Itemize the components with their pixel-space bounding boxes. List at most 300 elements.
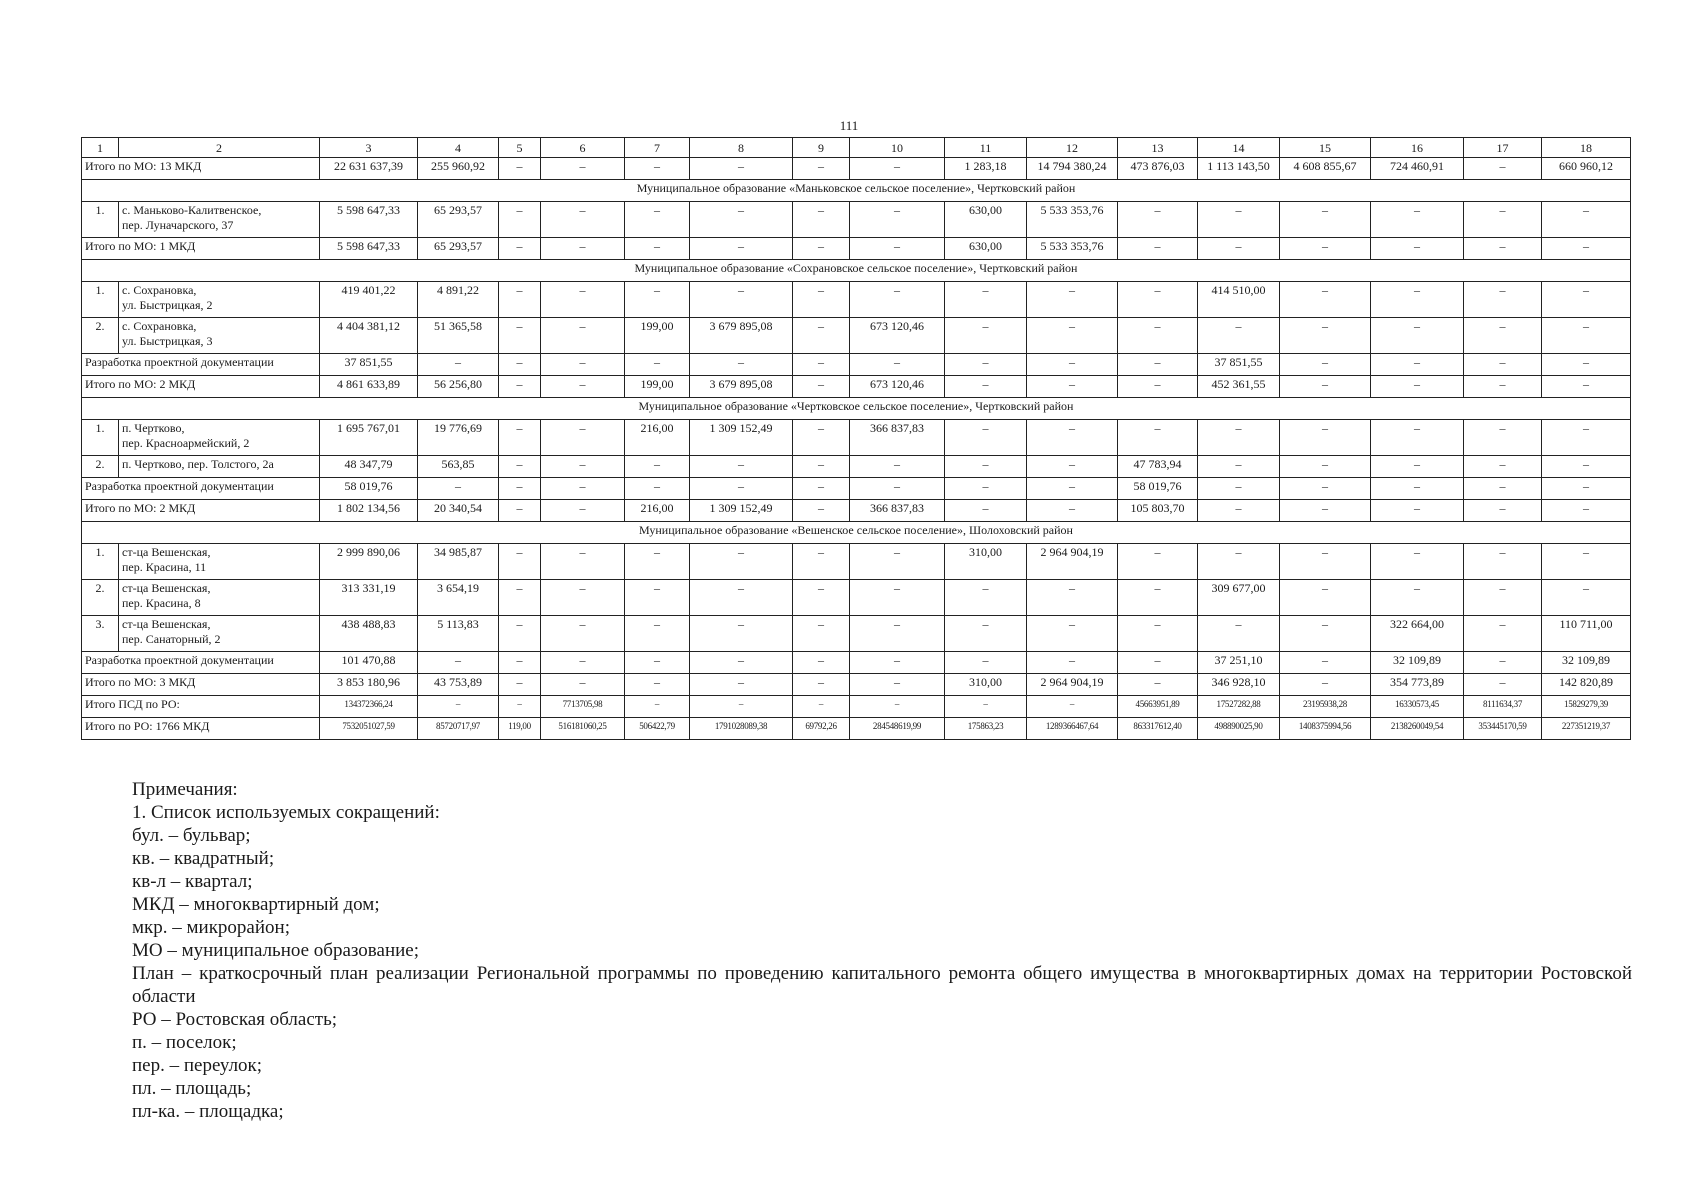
table-cell: – xyxy=(625,238,690,260)
table-cell: – xyxy=(499,696,541,718)
table-cell: 5 533 353,76 xyxy=(1027,238,1118,260)
section-title: Муниципальное образование «Вешенское сельское поселение», Шолоховский район xyxy=(82,522,1631,544)
total-row xyxy=(82,500,1631,522)
table-cell: – xyxy=(793,202,850,238)
table-cell: 216,00 xyxy=(625,420,690,456)
table-cell: – xyxy=(625,544,690,580)
table-cell: – xyxy=(1118,674,1198,696)
table-cell: 660 960,12 xyxy=(1542,158,1631,180)
section-title: Муниципальное образование «Маньковское сельское поселение», Чертковский район xyxy=(82,180,1631,202)
table-cell: – xyxy=(499,456,541,478)
table-cell: – xyxy=(793,500,850,522)
table-cell: – xyxy=(1280,282,1371,318)
table-cell: – xyxy=(1027,500,1118,522)
table-cell: – xyxy=(1118,652,1198,674)
table-cell: – xyxy=(793,238,850,260)
table-cell: – xyxy=(1118,318,1198,354)
table-cell: 1408375994,56 xyxy=(1280,718,1371,740)
table-cell: 2138260049,54 xyxy=(1371,718,1464,740)
table-row xyxy=(82,616,1631,652)
table-cell: – xyxy=(793,318,850,354)
table-cell: 4 861 633,89 xyxy=(320,376,418,398)
table-cell: 69792,26 xyxy=(793,718,850,740)
table-cell: – xyxy=(793,376,850,398)
table-cell: 452 361,55 xyxy=(1198,376,1280,398)
table-cell: – xyxy=(1464,282,1542,318)
total-row xyxy=(82,376,1631,398)
table-cell: – xyxy=(541,376,625,398)
table-cell: 110 711,00 xyxy=(1542,616,1631,652)
table-cell: 724 460,91 xyxy=(1371,158,1464,180)
table-cell: – xyxy=(1371,500,1464,522)
table-cell: – xyxy=(850,696,945,718)
header-row xyxy=(82,138,1631,158)
table-cell: 414 510,00 xyxy=(1198,282,1280,318)
row-label: Разработка проектной документации xyxy=(82,354,320,376)
table-cell: – xyxy=(945,616,1027,652)
table-cell: – xyxy=(850,544,945,580)
table-cell: 47 783,94 xyxy=(1118,456,1198,478)
table-cell: 216,00 xyxy=(625,500,690,522)
table-cell: – xyxy=(625,696,690,718)
table-cell: – xyxy=(945,456,1027,478)
table-cell: 284548619,99 xyxy=(850,718,945,740)
table-cell: – xyxy=(1280,318,1371,354)
table-cell: – xyxy=(850,238,945,260)
table-cell: 37 851,55 xyxy=(320,354,418,376)
address-cell: ст-ца Вешенская, пер. Красина, 8 xyxy=(119,580,320,616)
table-cell: – xyxy=(1027,376,1118,398)
table-cell: – xyxy=(499,354,541,376)
table-cell: – xyxy=(690,544,793,580)
table-cell: – xyxy=(499,580,541,616)
table-cell: – xyxy=(1371,202,1464,238)
table-cell: 563,85 xyxy=(418,456,499,478)
table-cell: – xyxy=(850,652,945,674)
table-cell: 2 999 890,06 xyxy=(320,544,418,580)
table-cell: – xyxy=(1280,420,1371,456)
table-cell: – xyxy=(1027,456,1118,478)
table-cell: – xyxy=(1464,544,1542,580)
notes-section xyxy=(132,778,1632,1123)
row-number: 2. xyxy=(82,456,119,478)
table-cell: – xyxy=(1280,544,1371,580)
table-cell: 7713705,98 xyxy=(541,696,625,718)
table-cell: – xyxy=(945,318,1027,354)
notes-subtitle: 1. Список используемых сокращений: xyxy=(132,802,440,823)
table-cell: – xyxy=(1118,420,1198,456)
table-cell: – xyxy=(1198,420,1280,456)
table-cell: 310,00 xyxy=(945,674,1027,696)
table-cell: 863317612,40 xyxy=(1118,718,1198,740)
table-cell: 673 120,46 xyxy=(850,376,945,398)
abbreviation-item: пл. – площадь; xyxy=(132,1078,252,1099)
address-cell: ст-ца Вешенская, пер. Санаторный, 2 xyxy=(119,616,320,652)
table-cell: – xyxy=(1464,238,1542,260)
table-cell: 1 309 152,49 xyxy=(690,420,793,456)
table-cell: 15829279,39 xyxy=(1542,696,1631,718)
table-cell: 255 960,92 xyxy=(418,158,499,180)
table-row xyxy=(82,580,1631,616)
row-number: 1. xyxy=(82,202,119,238)
abbreviation-item: МКД – многоквартирный дом; xyxy=(132,894,380,915)
table-cell: – xyxy=(1198,544,1280,580)
address-cell: с. Сохрановка, ул. Быстрицкая, 2 xyxy=(119,282,320,318)
table-cell: – xyxy=(945,652,1027,674)
table-cell: 3 654,19 xyxy=(418,580,499,616)
row-number: 1. xyxy=(82,282,119,318)
table-cell: 313 331,19 xyxy=(320,580,418,616)
table-cell: 58 019,76 xyxy=(320,478,418,500)
table-cell: – xyxy=(1464,420,1542,456)
column-header: 16 xyxy=(1371,138,1464,158)
table-cell: – xyxy=(625,674,690,696)
table-cell: 45663951,89 xyxy=(1118,696,1198,718)
table-cell: – xyxy=(1542,478,1631,500)
table-cell: 134372366,24 xyxy=(320,696,418,718)
table-cell: 353445170,59 xyxy=(1464,718,1542,740)
page-number: 111 xyxy=(839,118,859,133)
table-cell: – xyxy=(625,202,690,238)
abbreviation-item: п. – поселок; xyxy=(132,1032,237,1053)
table-cell: – xyxy=(1542,456,1631,478)
table-cell: – xyxy=(1118,376,1198,398)
table-cell: – xyxy=(541,238,625,260)
column-header: 8 xyxy=(690,138,793,158)
total-row xyxy=(82,718,1631,740)
table-cell: – xyxy=(625,478,690,500)
table-cell: 5 533 353,76 xyxy=(1027,202,1118,238)
section-row xyxy=(82,180,1631,202)
column-header: 11 xyxy=(945,138,1027,158)
table-cell: – xyxy=(1371,544,1464,580)
address-cell: п. Чертково, пер. Красноармейский, 2 xyxy=(119,420,320,456)
total-row xyxy=(82,354,1631,376)
table-cell: 4 891,22 xyxy=(418,282,499,318)
table-cell: 4 608 855,67 xyxy=(1280,158,1371,180)
row-number: 3. xyxy=(82,616,119,652)
table-cell: – xyxy=(690,158,793,180)
table-cell: – xyxy=(1280,500,1371,522)
row-label: Итого по МО: 3 МКД xyxy=(82,674,320,696)
table-cell: – xyxy=(793,674,850,696)
table-cell: – xyxy=(793,420,850,456)
table-cell: 354 773,89 xyxy=(1371,674,1464,696)
table-cell: – xyxy=(690,674,793,696)
table-cell: – xyxy=(1542,354,1631,376)
table-cell: 1 309 152,49 xyxy=(690,500,793,522)
table-cell: 3 679 895,08 xyxy=(690,376,793,398)
table-cell: – xyxy=(541,354,625,376)
table-row xyxy=(82,544,1631,580)
table-cell: 346 928,10 xyxy=(1198,674,1280,696)
table-cell: 366 837,83 xyxy=(850,500,945,522)
table-cell: – xyxy=(945,500,1027,522)
table-cell: – xyxy=(690,354,793,376)
table-cell: – xyxy=(850,282,945,318)
table-cell: – xyxy=(850,674,945,696)
column-header: 6 xyxy=(541,138,625,158)
column-header: 1 xyxy=(82,138,119,158)
table-cell: – xyxy=(1118,238,1198,260)
table-cell: – xyxy=(1542,376,1631,398)
column-header: 10 xyxy=(850,138,945,158)
table-cell: 3 679 895,08 xyxy=(690,318,793,354)
abbreviation-item: пер. – переулок; xyxy=(132,1055,263,1076)
table-cell: – xyxy=(541,158,625,180)
table-cell: – xyxy=(1464,652,1542,674)
table-cell: – xyxy=(793,544,850,580)
total-row xyxy=(82,652,1631,674)
table-cell: – xyxy=(1280,354,1371,376)
row-label: Разработка проектной документации xyxy=(82,652,320,674)
table-cell: – xyxy=(499,478,541,500)
table-row xyxy=(82,456,1631,478)
table-cell: – xyxy=(850,478,945,500)
table-cell: – xyxy=(499,318,541,354)
table-cell: – xyxy=(690,652,793,674)
table-cell: 199,00 xyxy=(625,318,690,354)
table-cell: – xyxy=(418,696,499,718)
table-cell: 32 109,89 xyxy=(1542,652,1631,674)
table-cell: – xyxy=(1198,318,1280,354)
table-cell: 630,00 xyxy=(945,202,1027,238)
table-cell: – xyxy=(850,580,945,616)
table-cell: – xyxy=(1027,616,1118,652)
table-cell: – xyxy=(1118,580,1198,616)
table-cell: – xyxy=(1198,456,1280,478)
table-cell: 101 470,88 xyxy=(320,652,418,674)
row-label: Итого по МО: 13 МКД xyxy=(82,158,320,180)
table-cell: – xyxy=(1464,158,1542,180)
column-header: 5 xyxy=(499,138,541,158)
table-cell: – xyxy=(850,202,945,238)
section-title: Муниципальное образование «Сохрановское сельское поселение», Чертковский район xyxy=(82,260,1631,282)
table-cell: 7532051027,59 xyxy=(320,718,418,740)
address-cell: с. Маньково-Калитвенское, пер. Луначарского, 37 xyxy=(119,202,320,238)
table-cell: 2 964 904,19 xyxy=(1027,674,1118,696)
table-cell: – xyxy=(1027,478,1118,500)
column-header: 14 xyxy=(1198,138,1280,158)
table-cell: – xyxy=(541,580,625,616)
column-header: 7 xyxy=(625,138,690,158)
section-row xyxy=(82,398,1631,420)
table-cell: – xyxy=(499,500,541,522)
table-cell: – xyxy=(541,616,625,652)
table-cell: – xyxy=(1542,544,1631,580)
row-label: Итого по МО: 1 МКД xyxy=(82,238,320,260)
table-cell: 20 340,54 xyxy=(418,500,499,522)
table-cell: – xyxy=(1118,616,1198,652)
table-cell: 5 598 647,33 xyxy=(320,202,418,238)
table-cell: 43 753,89 xyxy=(418,674,499,696)
table-cell: – xyxy=(541,652,625,674)
table-cell: – xyxy=(1542,282,1631,318)
column-header: 13 xyxy=(1118,138,1198,158)
table-cell: – xyxy=(1027,282,1118,318)
column-header: 4 xyxy=(418,138,499,158)
table-cell: – xyxy=(1280,674,1371,696)
column-header: 15 xyxy=(1280,138,1371,158)
table-cell: – xyxy=(850,456,945,478)
table-cell: – xyxy=(418,478,499,500)
table-row xyxy=(82,420,1631,456)
table-cell: – xyxy=(1464,376,1542,398)
table-cell: – xyxy=(793,158,850,180)
table-cell: 673 120,46 xyxy=(850,318,945,354)
table-cell: – xyxy=(690,696,793,718)
table-cell: – xyxy=(1542,318,1631,354)
table-cell: – xyxy=(625,282,690,318)
table-cell: – xyxy=(541,500,625,522)
abbreviation-item: бул. – бульвар; xyxy=(132,825,251,846)
abbreviation-item: РО – Ростовская область; xyxy=(132,1009,338,1030)
table-cell: 1 113 143,50 xyxy=(1198,158,1280,180)
total-row xyxy=(82,478,1631,500)
table-cell: – xyxy=(499,674,541,696)
table-cell: – xyxy=(793,282,850,318)
table-cell: – xyxy=(541,456,625,478)
table-cell: – xyxy=(499,376,541,398)
column-header: 18 xyxy=(1542,138,1631,158)
table-cell: 37 851,55 xyxy=(1198,354,1280,376)
table-cell: 366 837,83 xyxy=(850,420,945,456)
table-cell: – xyxy=(541,674,625,696)
table-row xyxy=(82,282,1631,318)
table-cell: – xyxy=(1371,282,1464,318)
abbreviation-item: кв. – квадратный; xyxy=(132,848,275,869)
table-row xyxy=(82,318,1631,354)
table-cell: – xyxy=(1280,202,1371,238)
table-cell: – xyxy=(1371,354,1464,376)
abbreviation-item: кв-л – квартал; xyxy=(132,871,253,892)
table-cell: – xyxy=(1027,580,1118,616)
table-cell: – xyxy=(1280,652,1371,674)
table-cell: – xyxy=(1464,478,1542,500)
table-cell: 142 820,89 xyxy=(1542,674,1631,696)
table-cell: – xyxy=(1280,580,1371,616)
table-cell: – xyxy=(793,696,850,718)
table-cell: 37 251,10 xyxy=(1198,652,1280,674)
column-header: 3 xyxy=(320,138,418,158)
table-cell: – xyxy=(1118,202,1198,238)
table-cell: 310,00 xyxy=(945,544,1027,580)
table-cell: 119,00 xyxy=(499,718,541,740)
abbreviation-item: МО – муниципальное образование; xyxy=(132,940,420,961)
table-cell: 1289366467,64 xyxy=(1027,718,1118,740)
capital-repair-table xyxy=(81,137,1631,740)
table-cell: – xyxy=(793,478,850,500)
section-title: Муниципальное образование «Чертковское сельское поселение», Чертковский район xyxy=(82,398,1631,420)
table-row xyxy=(82,202,1631,238)
table-cell: – xyxy=(1371,456,1464,478)
table-cell: – xyxy=(541,202,625,238)
row-number: 1. xyxy=(82,420,119,456)
table-cell: – xyxy=(499,616,541,652)
table-cell: 227351219,37 xyxy=(1542,718,1631,740)
table-cell: – xyxy=(499,544,541,580)
table-cell: – xyxy=(1542,500,1631,522)
table-cell: – xyxy=(541,420,625,456)
table-cell: – xyxy=(541,318,625,354)
table-cell: – xyxy=(1464,500,1542,522)
table-cell: – xyxy=(1118,282,1198,318)
total-row xyxy=(82,674,1631,696)
table-cell: – xyxy=(1371,318,1464,354)
table-cell: – xyxy=(1464,318,1542,354)
table-cell: 419 401,22 xyxy=(320,282,418,318)
table-cell: – xyxy=(690,282,793,318)
table-cell: – xyxy=(625,616,690,652)
table-cell: – xyxy=(1464,616,1542,652)
table-cell: 51 365,58 xyxy=(418,318,499,354)
table-cell: 17527282,88 xyxy=(1198,696,1280,718)
table-cell: – xyxy=(1542,238,1631,260)
table-cell: 498890025,90 xyxy=(1198,718,1280,740)
table-cell: 473 876,03 xyxy=(1118,158,1198,180)
table-cell: – xyxy=(1198,616,1280,652)
table-cell: – xyxy=(1198,238,1280,260)
address-cell: с. Сохрановка, ул. Быстрицкая, 3 xyxy=(119,318,320,354)
table-cell: – xyxy=(1542,202,1631,238)
table-cell: – xyxy=(625,158,690,180)
table-cell: – xyxy=(793,456,850,478)
row-label: Итого ПСД по РО: xyxy=(82,696,320,718)
table-cell: 506422,79 xyxy=(625,718,690,740)
table-cell: – xyxy=(690,238,793,260)
table-cell: 3 853 180,96 xyxy=(320,674,418,696)
table-cell: – xyxy=(499,158,541,180)
table-cell: – xyxy=(541,282,625,318)
table-cell: – xyxy=(499,652,541,674)
table-cell: – xyxy=(850,158,945,180)
table-cell: – xyxy=(1464,580,1542,616)
column-header: 12 xyxy=(1027,138,1118,158)
table-cell: – xyxy=(1027,318,1118,354)
total-row xyxy=(82,696,1631,718)
table-cell: 16330573,45 xyxy=(1371,696,1464,718)
table-cell: – xyxy=(945,282,1027,318)
table-cell: 23195938,28 xyxy=(1280,696,1371,718)
table-cell: – xyxy=(690,580,793,616)
section-row xyxy=(82,522,1631,544)
table-cell: 85720717,97 xyxy=(418,718,499,740)
table-cell: – xyxy=(1542,420,1631,456)
table-cell: – xyxy=(541,478,625,500)
table-cell: – xyxy=(690,616,793,652)
row-number: 1. xyxy=(82,544,119,580)
total-row xyxy=(82,158,1631,180)
table-cell: – xyxy=(945,420,1027,456)
table-cell: 630,00 xyxy=(945,238,1027,260)
table-cell: – xyxy=(418,652,499,674)
table-cell: – xyxy=(793,580,850,616)
section-row xyxy=(82,260,1631,282)
abbreviation-item: пл-ка. – площадка; xyxy=(132,1101,284,1122)
table-cell: 1 802 134,56 xyxy=(320,500,418,522)
table-cell: – xyxy=(1280,616,1371,652)
table-cell: – xyxy=(1198,202,1280,238)
table-cell: 5 113,83 xyxy=(418,616,499,652)
table-cell: – xyxy=(1118,354,1198,376)
abbreviation-item: мкр. – микрорайон; xyxy=(132,917,290,938)
table-cell: – xyxy=(1371,420,1464,456)
table-cell: 516181060,25 xyxy=(541,718,625,740)
table-cell: – xyxy=(418,354,499,376)
table-cell: – xyxy=(793,652,850,674)
row-number: 2. xyxy=(82,318,119,354)
notes-title: Примечания: xyxy=(132,779,238,800)
